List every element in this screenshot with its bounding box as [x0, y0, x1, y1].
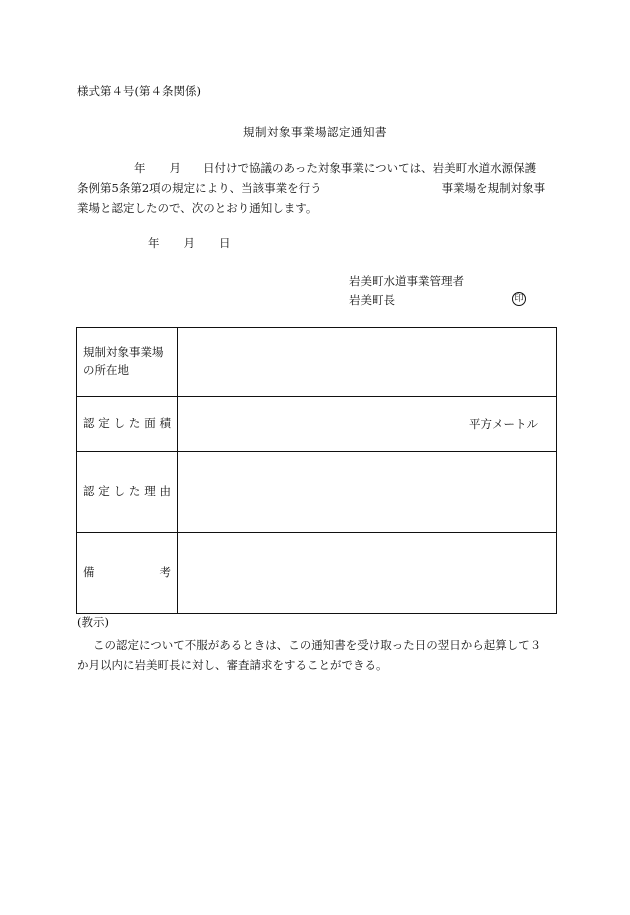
form-number: 様式第４号(第４条関係): [77, 84, 201, 98]
location-label-line-2: の所在地: [83, 363, 129, 377]
location-value[interactable]: [178, 328, 557, 397]
reason-label-char: 理: [144, 484, 156, 499]
area-label-char: 面: [144, 416, 156, 431]
notice-line-2: か月以内に岩美町長に対し、審査請求をすることができる。: [77, 658, 388, 672]
body-line-2: [77, 183, 545, 195]
certification-table: [76, 327, 557, 614]
reason-label-char: 認: [83, 484, 95, 499]
sender-title: 岩美町長: [349, 293, 395, 307]
notice-heading: (教示): [77, 615, 109, 629]
table-row: [77, 452, 557, 533]
body-line-1-text: 日付けで協議のあった対象事業については、岩美町水道水源保護: [203, 161, 537, 175]
body-year-label: 年: [134, 161, 146, 175]
remarks-value[interactable]: [178, 533, 557, 614]
reason-label-char: し: [113, 484, 126, 499]
reason-label-char: 由: [159, 484, 171, 499]
table-row: [77, 397, 557, 452]
body-line-3: 業場と認定したので、次のとおり通知します。: [77, 201, 318, 215]
date-year-label: 年: [148, 236, 160, 250]
location-label: [77, 328, 178, 397]
sender-organization: 岩美町水道事業管理者: [349, 274, 464, 288]
reason-label: [77, 452, 178, 533]
seal-mark: 印: [512, 292, 526, 306]
location-label-line-1: 規制対象事業場: [83, 345, 164, 360]
reason-label-char: 定: [98, 484, 110, 499]
remarks-label-char: 考: [159, 565, 171, 580]
reason-label-char: た: [128, 484, 141, 499]
notice-line-1: この認定について不服があるときは、この通知書を受け取った日の翌日から起算して３: [93, 638, 542, 652]
body-line-1: [77, 163, 536, 175]
body-line-2-text-a: 条例第5条第2項の規定により、当該事業を行う: [77, 181, 322, 195]
body-month-label: 月: [169, 161, 181, 175]
table-row: [77, 328, 557, 397]
reason-value[interactable]: [178, 452, 557, 533]
remarks-label: [77, 533, 178, 614]
area-label-char: た: [128, 416, 141, 431]
document-title: 規制対象事業場認定通知書: [243, 125, 387, 139]
issue-date: [77, 238, 231, 250]
body-line-2-text-b: 事業場を規制対象事: [441, 181, 546, 195]
area-label-char: し: [113, 416, 126, 431]
area-label: [77, 397, 178, 452]
remarks-label-char: 備: [83, 565, 95, 580]
area-label-char: 積: [159, 416, 171, 431]
area-unit: 平方メートル: [469, 417, 538, 431]
date-month-label: 月: [183, 236, 195, 250]
table-row: [77, 533, 557, 614]
area-value[interactable]: [178, 397, 557, 452]
area-label-char: 定: [98, 416, 110, 431]
date-day-label: 日: [219, 236, 231, 250]
area-label-char: 認: [83, 416, 95, 431]
